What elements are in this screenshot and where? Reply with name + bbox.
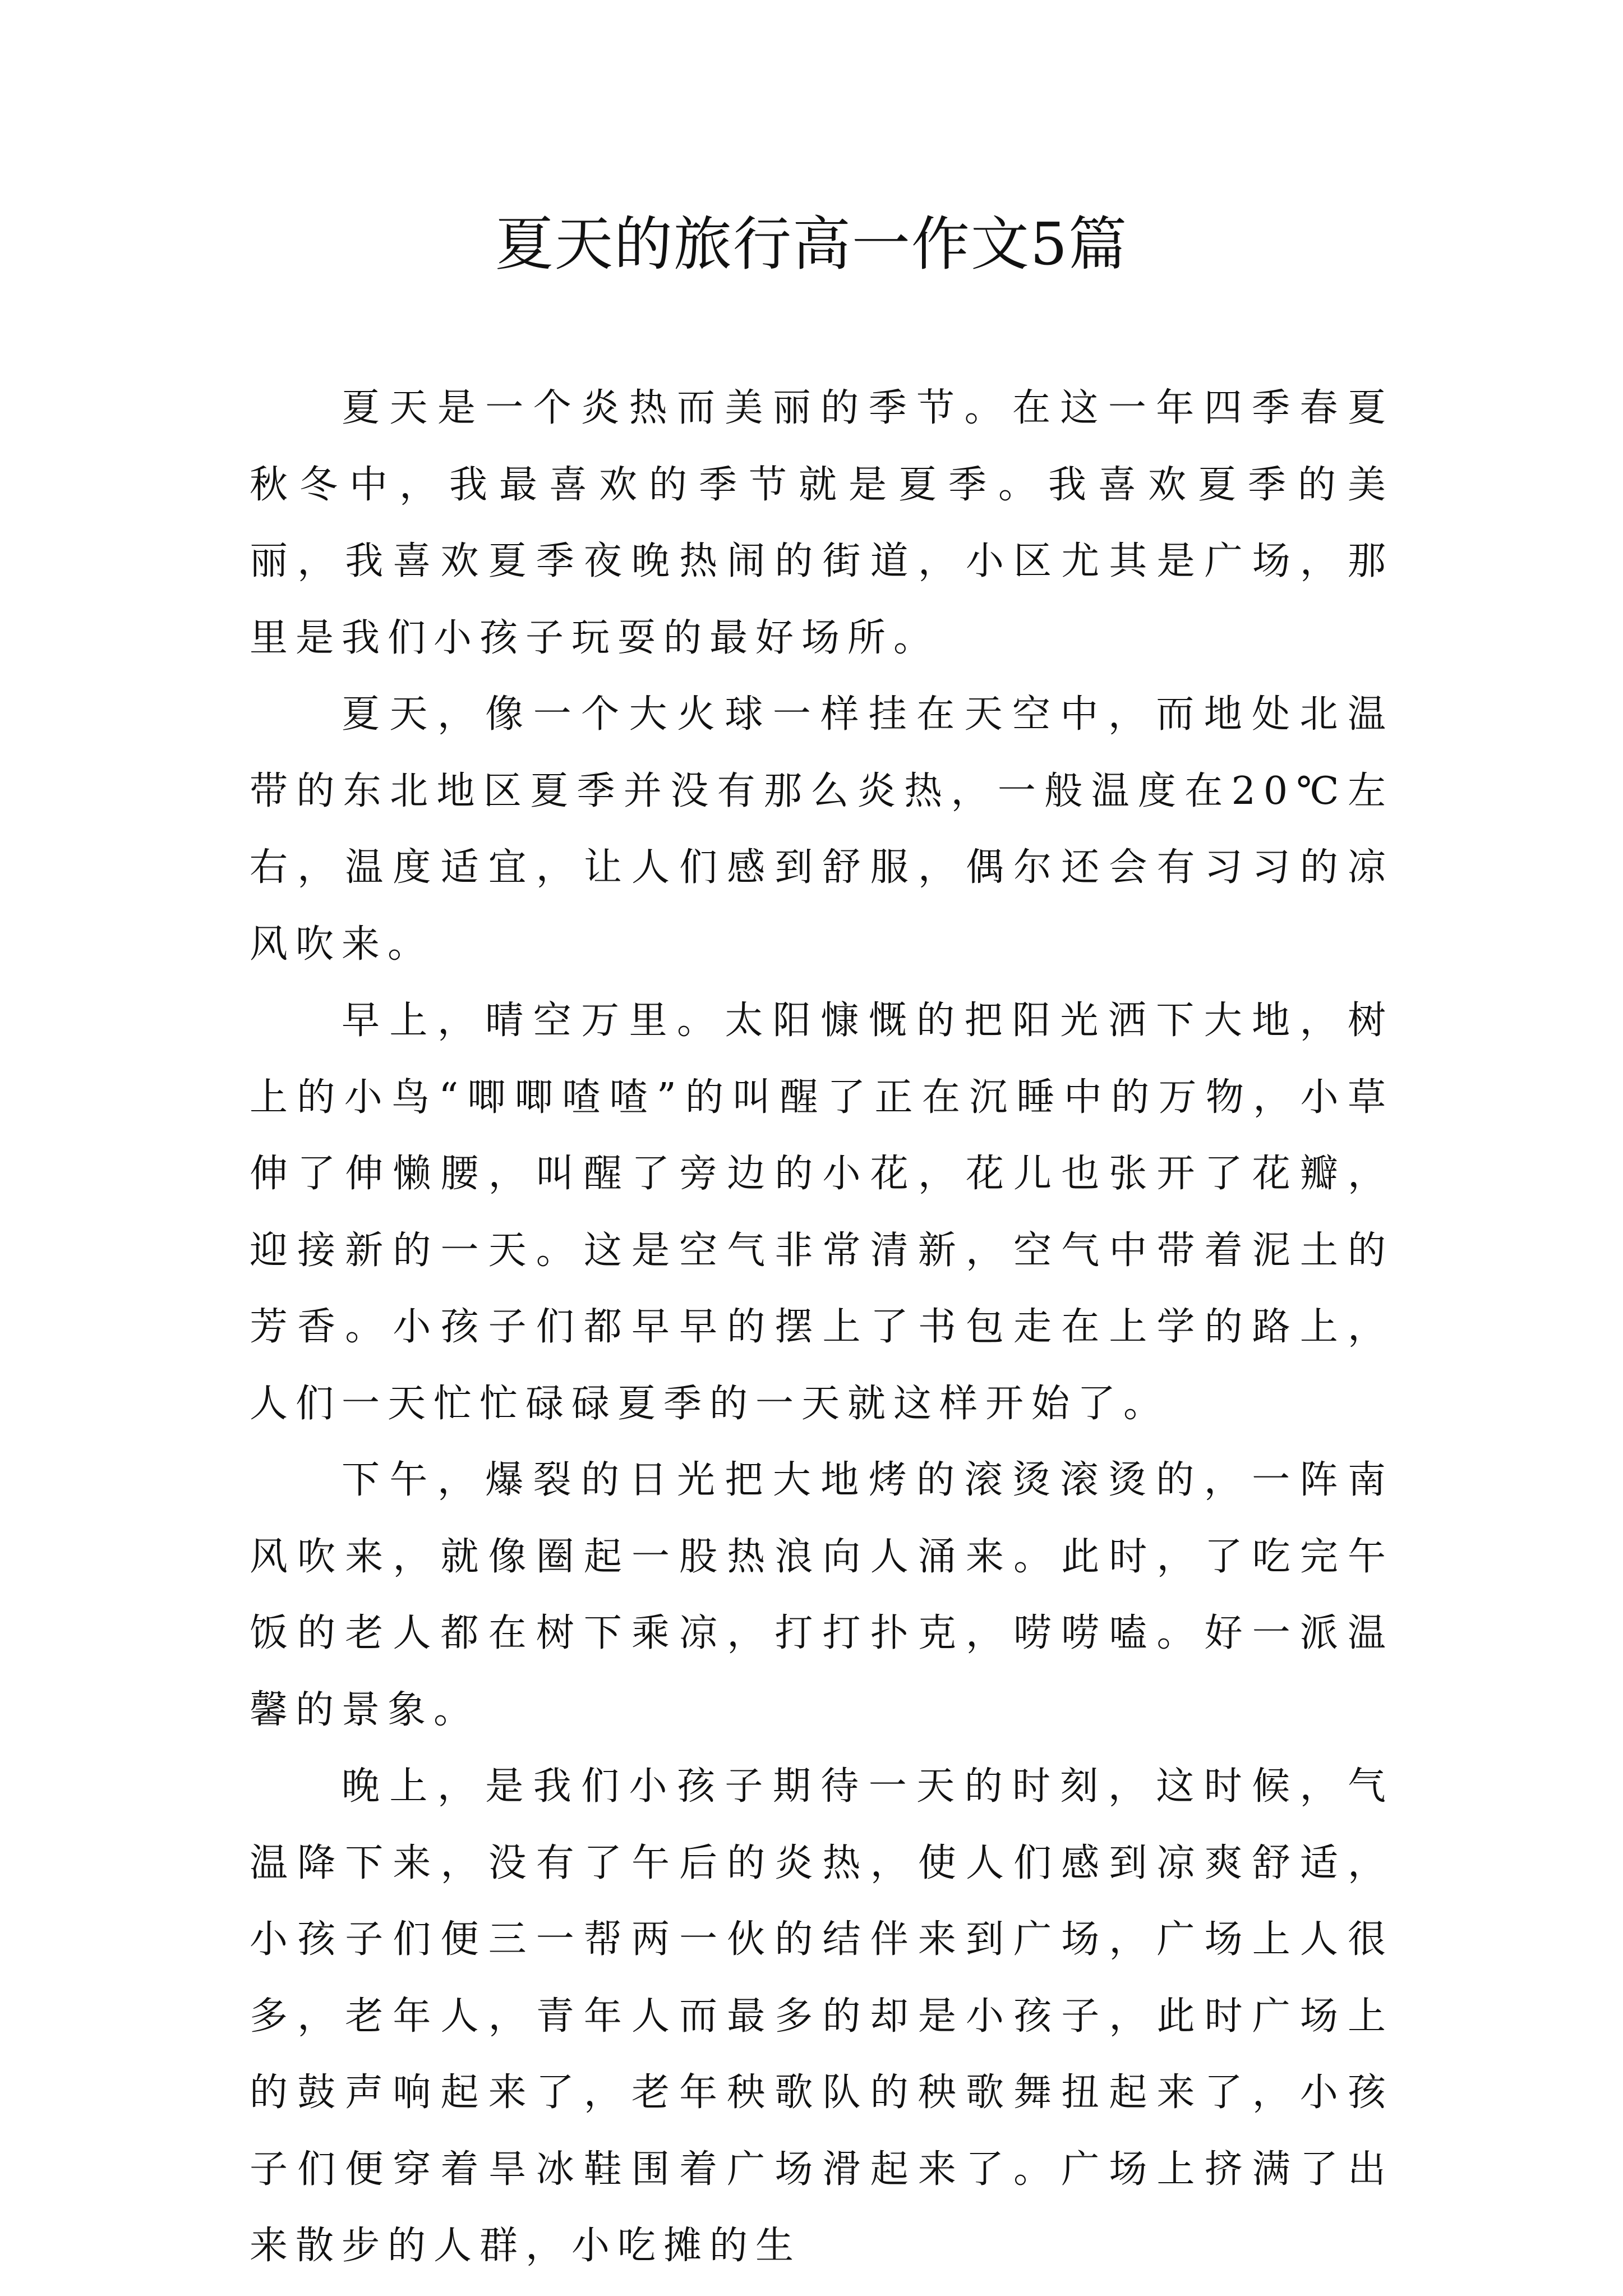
paragraph: 晚上，是我们小孩子期待一天的时刻，这时候，气温降下来，没有了午后的炎热，使人们感到凉爽舒适，小孩子们便三一帮两一伙的结伴来到广场，广场上人很多，老年人，青年人而最多的却是小孩子，此时广场上的鼓声响起来了，老年秧歌队的秧歌舞扭起来了，小孩子们便穿着旱冰鞋围着广场滑起来了。广场上挤满了出来散步的人群，小吃摊的生 <box>250 1764 1394 2268</box>
paragraph: 夏天，像一个大火球一样挂在天空中，而地处北温带的东北地区夏季并没有那么炎热，一般温度在20℃左右，温度适宜，让人们感到舒服，偶尔还会有习习的凉风吹来。 <box>250 692 1394 967</box>
paragraph: 夏天是一个炎热而美丽的季节。在这一年四季春夏秋冬中，我最喜欢的季节就是夏季。我喜欢夏季的美丽，我喜欢夏季夜晚热闹的街道，小区尤其是广场，那里是我们小孩子玩耍的最好场所。 <box>250 386 1394 660</box>
document-title: 夏天的旅行高一作文5篇 <box>495 210 1128 278</box>
document-body <box>250 370 1394 2285</box>
paragraph: 早上，晴空万里。太阳慷慨的把阳光洒下大地，树上的小鸟“唧唧喳喳”的叫醒了正在沉睡中的万物，小草伸了伸懒腰，叫醒了旁边的小花，花儿也张开了花瓣，迎接新的一天。这是空气非常清新，空气中带着泥土的芳香。小孩子们都早早的摆上了书包走在上学的路上，人们一天忙忙碌碌夏季的一天就这样开始了。 <box>250 999 1394 1426</box>
paragraph: 下午，爆裂的日光把大地烤的滚烫滚烫的，一阵南风吹来，就像圈起一股热浪向人涌来。此时，了吃完午饭的老人都在树下乘凉，打打扑克，唠唠嗑。好一派温馨的景象。 <box>250 1458 1394 1732</box>
